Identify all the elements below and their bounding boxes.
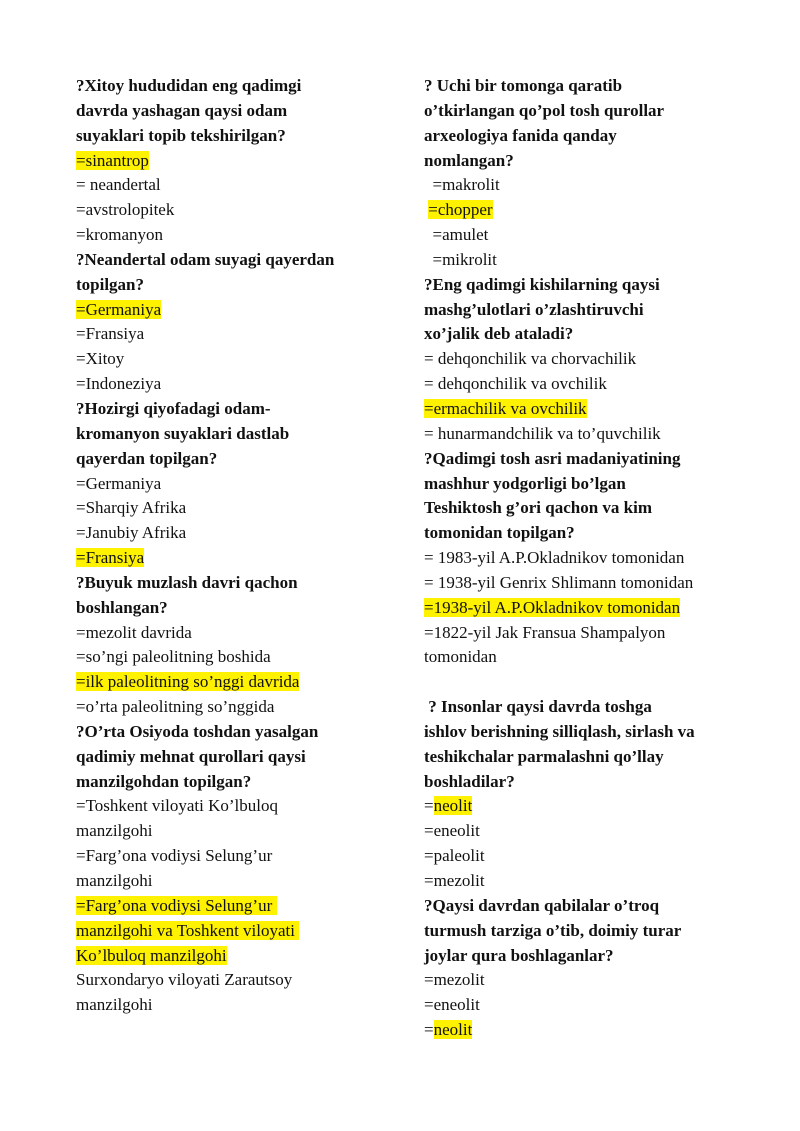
line-text: topilgan?: [76, 274, 145, 294]
answer-line: [76, 894, 386, 919]
question-line: [76, 397, 386, 422]
line-text: o’tkirlangan qo’pol tosh qurollar: [424, 100, 665, 120]
answer-line: [76, 869, 386, 894]
answer-line: [424, 223, 744, 248]
question-line: [424, 298, 744, 323]
question-line: [76, 720, 386, 745]
answer-line: [76, 844, 386, 869]
question-line: [76, 447, 386, 472]
answer-line: [424, 645, 744, 670]
line-text: =mezolit: [424, 970, 485, 990]
question-line: [424, 496, 744, 521]
highlighted-answer-text: =ilk paleolitning so’nggi davrida: [76, 672, 300, 692]
highlighted-answer-text: =sinantrop: [76, 150, 149, 170]
answer-line: [76, 695, 386, 720]
line-text: ?Eng qadimgi kishilarning qaysi: [424, 274, 660, 294]
line-text: ?Neandertal odam suyagi qayerdan: [76, 249, 335, 269]
question-line: [424, 919, 744, 944]
question-line: [424, 124, 744, 149]
answer-line: [424, 546, 744, 571]
answer-line: [424, 869, 744, 894]
answer-line: [76, 298, 386, 323]
line-text: tomonidan topilgan?: [424, 523, 575, 543]
line-text: qayerdan topilgan?: [76, 448, 218, 468]
question-line: [76, 422, 386, 447]
line-text: turmush tarziga o’tib, doimiy turar: [424, 920, 682, 940]
answer-line: [424, 198, 744, 223]
right-column: [424, 74, 744, 1043]
line-text: =Janubiy Afrika: [76, 523, 187, 543]
line-text: arxeologiya fanida qanday: [424, 125, 617, 145]
line-text: ?O’rta Osiyoda toshdan yasalgan: [76, 721, 319, 741]
line-text: = hunarmandchilik va to’quvchilik: [424, 423, 661, 443]
line-text: =Xitoy: [76, 349, 125, 369]
line-text: Surxondaryo viloyati Zarautsoy: [76, 970, 293, 990]
highlighted-answer-text: =Fransiya: [76, 548, 145, 568]
answer-line: [76, 944, 386, 969]
line-text: kromanyon suyaklari dastlab: [76, 423, 290, 443]
answer-line: [76, 546, 386, 571]
line-text: boshlangan?: [76, 597, 168, 617]
line-text: boshladilar?: [424, 771, 515, 791]
question-line: [424, 720, 744, 745]
line-text: =Farg’ona vodiysi Selung’ur: [76, 846, 273, 866]
answer-line: [76, 198, 386, 223]
line-text: manzilgohi: [76, 871, 153, 890]
question-line: [424, 521, 744, 546]
left-column: [76, 74, 386, 1018]
answer-prefix: =: [424, 796, 434, 816]
question-line: [76, 770, 386, 795]
highlighted-answer-text: manzilgohi va Toshkent viloyati: [76, 920, 300, 940]
line-text: teshikchalar parmalashni qo’llay: [424, 746, 664, 766]
answer-line: [424, 596, 744, 621]
line-text: ?Qadimgi tosh asri madaniyatining: [424, 448, 681, 468]
question-line: [424, 894, 744, 919]
highlighted-answer-text: neolit: [433, 796, 473, 816]
line-text: =Sharqiy Afrika: [76, 498, 187, 518]
highlighted-answer-text: =1938-yil A.P.Okladnikov tomonidan: [424, 597, 681, 617]
highlighted-answer-text: Ko’lbuloq manzilgohi: [76, 945, 227, 965]
highlighted-answer-text: =ermachilik va ovchilik: [424, 398, 587, 418]
answer-prefix: =: [424, 1020, 434, 1040]
line-text: manzilgohi: [76, 995, 153, 1015]
question-line: [424, 695, 744, 720]
question-line: [76, 124, 386, 149]
line-text: =1822-yil Jak Fransua Shampalyon: [424, 622, 666, 642]
line-text: =mezolit davrida: [76, 622, 192, 642]
answer-line: [424, 1018, 744, 1043]
question-line: [76, 745, 386, 770]
answer-line: [424, 571, 744, 596]
answer-line: [424, 968, 744, 993]
line-text: nomlangan?: [424, 150, 514, 170]
line-text: =kromanyon: [76, 225, 164, 245]
question-line: [424, 944, 744, 969]
line-text: =mikrolit: [424, 249, 497, 269]
line-text: xo’jalik deb ataladi?: [424, 324, 574, 344]
line-text: ishlov berishning silliqlash, sirlash va: [424, 721, 695, 741]
answer-line: [424, 347, 744, 372]
question-line: [424, 273, 744, 298]
question-line: [424, 770, 744, 795]
answer-line: [76, 149, 386, 174]
question-line: [76, 248, 386, 273]
answer-line: [424, 993, 744, 1018]
line-text: mashg’ulotlari o’zlashtiruvchi: [424, 299, 644, 319]
line-text: = 1983-yil A.P.Okladnikov tomonidan: [424, 548, 685, 568]
line-text: =makrolit: [424, 175, 500, 195]
answer-line: [424, 819, 744, 844]
line-text: ? Insonlar qaysi davrda toshga: [424, 697, 652, 717]
question-line: [424, 322, 744, 347]
answer-line: [76, 794, 386, 819]
question-line: [424, 472, 744, 497]
answer-line: [76, 670, 386, 695]
line-text: =Fransiya: [76, 324, 145, 344]
line-text: =so’ngi paleolitning boshida: [76, 647, 271, 667]
question-line: [424, 149, 744, 174]
question-line: [424, 447, 744, 472]
highlighted-answer-text: =Germaniya: [76, 299, 162, 319]
line-text: =eneolit: [424, 821, 480, 841]
line-text: joylar qura boshlaganlar?: [424, 945, 614, 965]
line-text: = 1938-yil Genrix Shlimann tomonidan: [424, 572, 694, 592]
line-text: davrda yashagan qaysi odam: [76, 100, 288, 120]
line-text: ? Uchi bir tomonga qaratib: [424, 76, 623, 95]
line-text: =paleolit: [424, 846, 485, 866]
answer-line: [424, 422, 744, 447]
answer-line: [424, 621, 744, 646]
highlighted-answer-text: neolit: [433, 1020, 473, 1040]
line-text: Teshiktosh g’ori qachon va kim: [424, 498, 652, 518]
answer-line: [424, 173, 744, 198]
line-text: =Germaniya: [76, 473, 162, 493]
highlighted-answer-text: =chopper: [428, 200, 493, 220]
answer-line: [76, 372, 386, 397]
line-text: =eneolit: [424, 995, 480, 1015]
answer-line: [76, 993, 386, 1018]
question-line: [76, 571, 386, 596]
line-text: = neandertal: [76, 175, 161, 195]
line-text: =o’rta paleolitning so’nggida: [76, 697, 275, 717]
line-text: =avstrolopitek: [76, 200, 175, 220]
answer-line: [76, 472, 386, 497]
answer-line: [76, 919, 386, 944]
question-line: [76, 596, 386, 621]
answer-line: [424, 248, 744, 273]
highlighted-answer-text: =Farg’ona vodiysi Selung’ur: [76, 895, 277, 915]
line-text: =amulet: [424, 225, 489, 245]
answer-line: [76, 347, 386, 372]
question-line: [424, 74, 744, 99]
line-text: =mezolit: [424, 871, 485, 890]
line-text: qadimiy mehnat qurollari qaysi: [76, 746, 306, 766]
line-text: suyaklari topib tekshirilgan?: [76, 125, 286, 145]
line-text: manzilgohi: [76, 821, 153, 841]
line-text: = dehqonchilik va chorvachilik: [424, 349, 637, 369]
line-text: =Toshkent viloyati Ko’lbuloq: [76, 796, 278, 816]
line-text: ?Qaysi davrdan qabilalar o’troq: [424, 895, 660, 915]
question-line: [76, 99, 386, 124]
question-line: [76, 273, 386, 298]
answer-line: [76, 223, 386, 248]
answer-line: [76, 496, 386, 521]
answer-line: [424, 794, 744, 819]
answer-line: [424, 397, 744, 422]
question-line: [424, 99, 744, 124]
answer-line: [424, 372, 744, 397]
answer-line: [76, 645, 386, 670]
answer-line: [76, 819, 386, 844]
line-text: manzilgohdan topilgan?: [76, 771, 252, 791]
answer-line: [76, 621, 386, 646]
line-text: mashhur yodgorligi bo’lgan: [424, 473, 626, 493]
question-line: [424, 745, 744, 770]
answer-line: [76, 322, 386, 347]
answer-line: [76, 521, 386, 546]
line-text: ?Buyuk muzlash davri qachon: [76, 572, 298, 592]
line-text: = dehqonchilik va ovchilik: [424, 374, 607, 394]
answer-line: [76, 173, 386, 198]
line-text: ?Hozirgi qiyofadagi odam-: [76, 398, 271, 418]
answer-line: [76, 968, 386, 993]
answer-line: [424, 670, 744, 695]
line-text: tomonidan: [424, 647, 497, 667]
line-text: =Indoneziya: [76, 374, 162, 394]
question-line: [76, 74, 386, 99]
line-text: ?Xitoy hududidan eng qadimgi: [76, 76, 302, 95]
answer-line: [424, 844, 744, 869]
